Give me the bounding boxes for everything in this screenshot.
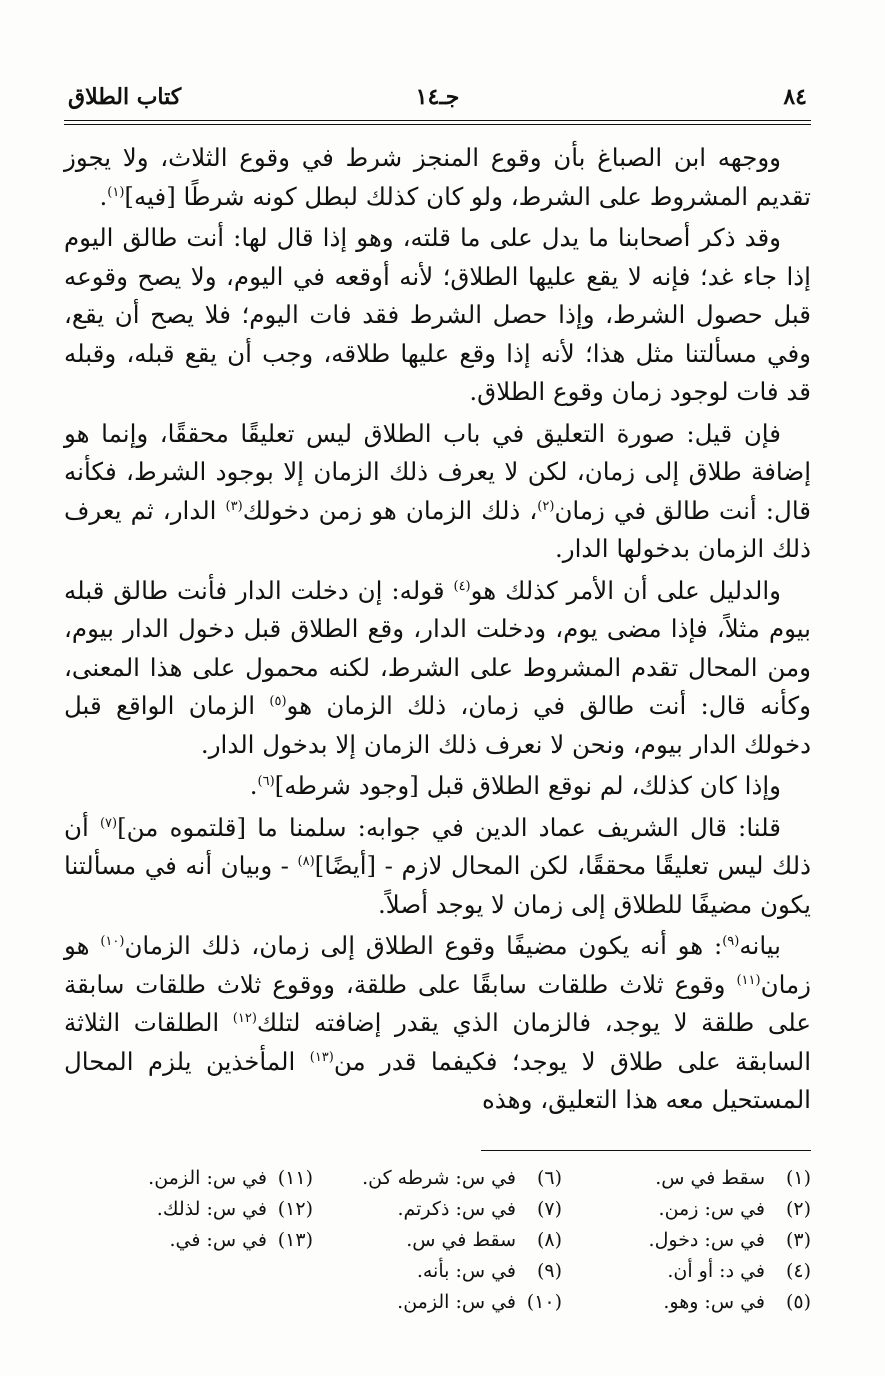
footnote	[64, 1163, 313, 1194]
footnote	[562, 1163, 811, 1194]
footnote-column-right	[562, 1163, 811, 1318]
text-run: المأخذين يلزم المحال المستحيل معه هذا التعليق، وهذه	[64, 1046, 811, 1114]
text-run: قلنا: قال الشريف عماد الدين في جوابه: سلمنا ما [قلتموه من]	[117, 812, 781, 842]
book-title: كتاب الطلاق	[68, 84, 182, 110]
header-rule-top	[64, 120, 811, 121]
text-run: فإن قيل: صورة التعليق في باب الطلاق ليس تعليقًا محققًا، وإنما هو إضافة طلاق إلى زمان، لكن لا يعرف ذلك الزمان إلا بوجود الشرط، فكأنه قال: أنت طالق في زمان	[64, 418, 811, 525]
text-run: .	[249, 771, 258, 800]
footnote-column-middle	[313, 1163, 562, 1318]
text-run: الدار، ثم يعرف ذلك الزمان بدخولها الدار.	[64, 495, 811, 563]
text-run: ووجهه ابن الصباغ بأن وقوع المنجز شرط في وقوع الثلاث، ولا يجوز تقديم المشروط على الشرط، ولو كان كذلك لبطل كونه شرطًا [فيه]	[64, 143, 811, 211]
running-header	[64, 78, 811, 118]
paragraph	[64, 139, 811, 216]
text-run: وقوع ثلاث طلقات سابقًا على طلقة، ووقوع ثلاث طلقات سابقة على طلقة لا يوجد، فالزمان الذي يقدر إضافته لتلك	[64, 969, 811, 1037]
footnote-text: سقط في س.	[406, 1228, 516, 1251]
footnote-number: (١)	[785, 1166, 811, 1189]
footnote-marker: (١١)	[736, 972, 761, 988]
footnote-number: (١٢)	[277, 1197, 313, 1220]
footnote-text: في س: لذلك.	[156, 1197, 267, 1220]
text-run: .	[99, 181, 108, 211]
footnote	[313, 1163, 562, 1194]
footnote-marker: (١٣)	[309, 1049, 334, 1065]
footnote-marker: (٥)	[269, 693, 287, 709]
footnote-number: (٢)	[785, 1197, 811, 1220]
page-number: ٨٤	[783, 84, 807, 110]
paragraph	[64, 219, 811, 412]
footnote-marker: (١٠)	[100, 933, 125, 949]
footnote-number: (٨)	[536, 1228, 562, 1251]
footnote-column-left	[64, 1163, 313, 1318]
footnote-text: سقط في س.	[655, 1166, 765, 1189]
footnote	[562, 1287, 811, 1318]
text-run: وإذا كان كذلك، لم نوقع الطلاق قبل [وجود شرطه]	[274, 771, 781, 800]
header-rule-bottom	[64, 124, 811, 125]
footnote	[64, 1194, 313, 1225]
text-run: الطلقات الثلاثة السابقة على طلاق لا يوجد؛ فكيفما قدر من	[64, 1008, 811, 1076]
footnote-number: (١١)	[277, 1166, 313, 1189]
footnote	[313, 1287, 562, 1318]
footnote	[313, 1194, 562, 1225]
text-run: : هو أنه يكون مضيفًا وقوع الطلاق إلى زمان، ذلك الزمان	[124, 931, 723, 960]
footnote	[562, 1194, 811, 1225]
footnote-marker: (٧)	[99, 815, 118, 831]
footnote-marker: (٩)	[722, 933, 740, 949]
footnote-number: (٧)	[536, 1197, 562, 1220]
footnote	[562, 1256, 811, 1287]
footnote-marker: (٢)	[537, 498, 555, 514]
footnote-text: في د: أو أن.	[667, 1259, 765, 1282]
text-run: وقد ذكر أصحابنا ما يدل على ما قلته، وهو إذا قال لها: أنت طالق اليوم إذا جاء غد؛ فإنه لا يقع عليها الطلاق؛ لأنه أوقعه في اليوم، ولا يصح وقوعه قبل حصول الشرط، وإذا حصل الشرط فقد فات اليوم؛ فلا يصح أن يقع، وفي مسألتنا مثل هذا؛ لأنه إذا وقع عليها طلاقه، وجب أن يقع قبله، وقبله قد فات لوجود زمان وقوع الطلاق.	[64, 223, 811, 406]
paragraph	[64, 572, 811, 765]
footnote-text: في س: في.	[169, 1228, 267, 1251]
paragraph	[64, 809, 811, 925]
footnote-text: في س: وهو.	[663, 1290, 765, 1313]
footnote-marker: (٦)	[257, 773, 275, 789]
text-run: والدليل على أن الأمر كذلك هو	[470, 575, 782, 605]
footnote	[313, 1225, 562, 1256]
text-run: قوله: إن دخلت الدار فأنت طالق قبله بيوم مثلاً، فإذا مضى يوم، ودخلت الدار، وقع الطلاق قبل دخول الدار بيوم، ومن المحال تقدم المشروط على الشرط، لكنه محمول على هذا المعنى، وكأنه قال: أنت طالق في زمان، ذلك الزمان هو	[64, 575, 811, 720]
paragraph	[64, 927, 811, 1120]
footnote-number: (٦)	[536, 1166, 562, 1189]
footnote-separator	[481, 1150, 811, 1151]
footnote-text: في س: الزمن.	[148, 1166, 267, 1189]
footnote-text: في س: زمن.	[658, 1197, 765, 1220]
book-page	[64, 78, 811, 1318]
footnote-number: (٩)	[536, 1259, 562, 1282]
footnote-number: (٤)	[785, 1259, 811, 1282]
footnote-number: (١٣)	[277, 1228, 313, 1251]
footnote-marker: (١٢)	[232, 1010, 257, 1026]
footnote-text: في س: دخول.	[648, 1228, 765, 1251]
text-run: بيانه	[739, 931, 781, 960]
footnote-text: في س: شرطه كن.	[362, 1166, 516, 1189]
main-text	[64, 139, 811, 1120]
footnote-text: في س: بأنه.	[416, 1259, 516, 1282]
footnotes	[64, 1163, 811, 1318]
footnote-marker: (١)	[107, 184, 125, 200]
footnote-marker: (٤)	[453, 578, 471, 594]
text-run: الزمان الواقع قبل دخولك الدار بيوم، ونحن لا نعرف ذلك الزمان إلا بدخول الدار.	[64, 691, 811, 759]
footnote	[562, 1225, 811, 1256]
text-run: ، ذلك الزمان هو زمن دخولك	[242, 495, 538, 525]
footnote-text: في س: ذكرتم.	[397, 1197, 516, 1220]
footnote-number: (١٠)	[526, 1290, 562, 1313]
paragraph	[64, 767, 811, 806]
paragraph	[64, 415, 811, 569]
footnote-marker: (٣)	[225, 498, 243, 514]
footnote-number: (٣)	[785, 1228, 811, 1251]
text-run: أن ذلك ليس تعليقًا محققًا، لكن المحال لازم - [أيضًا]	[64, 812, 811, 880]
volume-number: جـ١٤	[415, 84, 460, 110]
text-run: هو زمان	[64, 931, 811, 999]
footnote	[313, 1256, 562, 1287]
footnote-marker: (٨)	[297, 853, 315, 869]
footnote	[64, 1225, 313, 1256]
footnote-number: (٥)	[785, 1290, 811, 1313]
text-run: - وبيان أنه في مسألتنا يكون مضيفًا للطلاق إلى زمان لا يوجد أصلاً.	[64, 851, 811, 919]
footnote-text: في س: الزمن.	[397, 1290, 516, 1313]
